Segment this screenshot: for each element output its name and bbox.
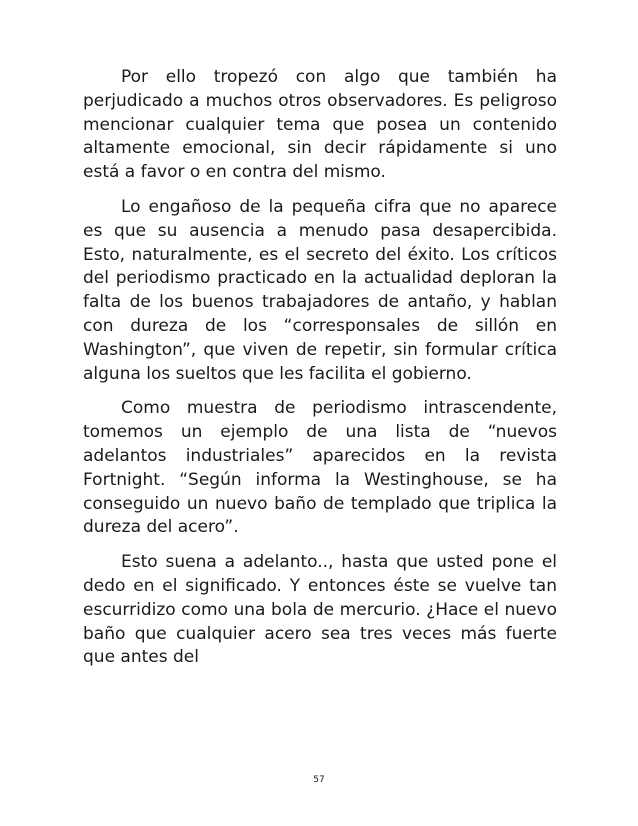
paragraph-4: Esto suena a adelanto.., hasta que usted pone el dedo en el significado. Y entonces éste se vuelve tan escurridizo como una bola de mercurio. ¿Hace el nuevo baño que cualquier acero sea tres veces más fuerte que antes del: [83, 552, 557, 668]
page-number: 57: [313, 775, 325, 785]
paragraph-3: Como muestra de periodismo intrascendente, tomemos un ejemplo de una lista de “nuevos adelantos industriales” aparecidos en la revista Fortnight. “Según informa la Westinghouse, se ha conseguido un nuevo baño de templado que triplica la dureza del acero”.: [83, 398, 557, 538]
paragraph-2: Lo engañoso de la pequeña cifra que no aparece es que su ausencia a menudo pasa desapercibida. Esto, naturalmente, es el secreto del éxito. Los críticos del periodismo practicado en la actualidad deploran la falta de los buenos trabajadores de antaño, y hablan con dureza de los “corresponsales de sillón en Washington”, que viven de repetir, sin formular crítica alguna los sueltos que les facilita el gobierno.: [83, 196, 557, 384]
body-text: [83, 66, 557, 681]
paragraph-1: Por ello tropezó con algo que también ha perjudicado a muchos otros observadores. Es peligroso mencionar cualquier tema que posea un contenido altamente emocional, sin decir rápidamente si uno está a favor o en contra del mismo.: [83, 67, 557, 183]
